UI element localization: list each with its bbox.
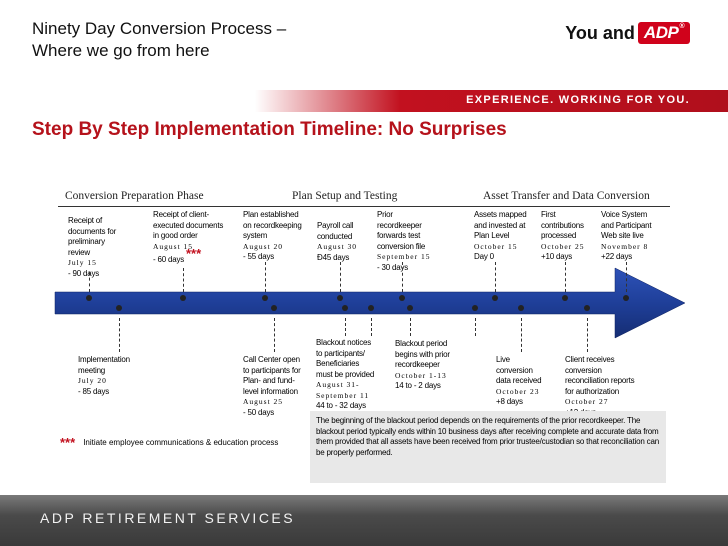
brand-text: You and	[565, 22, 635, 43]
milestone-receipt-documents: Receipt of documents for preliminary review July 15 - 90 days	[68, 216, 148, 279]
timeline-dot	[342, 305, 348, 311]
milestone-call-center-open: Call Center open to participants for Plan- and fund- level information August 25 - 50 days	[243, 355, 315, 418]
connector-line	[265, 262, 266, 292]
communications-footnote	[60, 435, 278, 450]
milestone-date: July 15	[68, 258, 97, 267]
milestone-plan-established: Plan established on recordkeeping system August 20 - 55 days	[243, 210, 315, 263]
footnote-text: Initiate employee communications & education process	[83, 438, 279, 447]
timeline-dot	[86, 295, 92, 301]
timeline-dot	[623, 295, 629, 301]
adp-logo-text: ADP	[643, 23, 679, 42]
connector-line	[626, 262, 627, 292]
footnote-marker: ***	[60, 435, 76, 450]
milestone-offset: Day 0	[474, 252, 494, 261]
timeline-dot	[407, 305, 413, 311]
milestone-reconciliation-reports: Client receives conversion reconciliation reports for authorization October 27	[565, 355, 655, 418]
connector-line	[89, 272, 90, 292]
milestone-date: October 27	[565, 397, 609, 406]
timeline-dot	[271, 305, 277, 311]
milestone-offset: +10 days	[541, 252, 573, 261]
connector-line	[274, 318, 275, 352]
milestone-offset: +22 days	[601, 252, 633, 261]
milestone-offset: - 90 days	[68, 268, 100, 278]
milestone-date: October 1-13	[395, 370, 447, 380]
milestone-date: November 8	[601, 241, 649, 251]
milestone-date: September 11	[316, 390, 370, 400]
milestone-offset: - 50 days	[243, 407, 275, 417]
timeline-dot	[116, 305, 122, 311]
milestone-date: October 23	[496, 386, 540, 396]
connector-line	[475, 318, 476, 336]
milestone-date: August 31-	[316, 380, 360, 389]
timeline-dot	[368, 305, 374, 311]
timeline-dot	[180, 295, 186, 301]
slide-title-line1: Ninety Day Conversion Process –	[32, 19, 287, 38]
milestone-offset: - 60 days	[153, 255, 185, 264]
connector-line	[565, 262, 566, 292]
milestone-assets-mapped: Assets mapped and invested at Plan Level October 15 Day 0	[474, 210, 538, 263]
milestone-first-contributions: First contributions processed October 25 +10 days	[541, 210, 601, 263]
timeline-dot	[399, 295, 405, 301]
timeline-dot	[562, 295, 568, 301]
milestone-live-conversion-data: Live conversion data received October 23 +8 days	[496, 355, 562, 408]
milestone-date: October 25	[541, 241, 585, 251]
phase-label-conversion-prep: Conversion Preparation Phase	[65, 190, 204, 202]
timeline-dot	[492, 295, 498, 301]
milestone-payroll-call: Payroll call conducted August 30 Ð45 days	[317, 221, 377, 263]
timeline-dot	[518, 305, 524, 311]
milestone-date: October 15	[474, 241, 518, 251]
milestone-offset: +8 days	[496, 397, 523, 406]
connector-line	[495, 262, 496, 292]
milestone-client-executed-docs: Receipt of client- executed documents in good order August 15 - 60 days	[153, 210, 243, 266]
connector-line	[410, 318, 411, 336]
timeline-dot	[337, 295, 343, 301]
milestone-offset: - 55 days	[243, 252, 275, 261]
registered-mark: ®	[679, 23, 684, 30]
milestone-blackout-notices: Blackout notices to participants/ Beneficiaries must be provided August 31- September 11 44 to - 32 days	[316, 338, 388, 412]
communications-marker: ***	[186, 246, 202, 261]
milestone-offset: - 30 days	[377, 262, 409, 272]
connector-line	[345, 318, 346, 336]
milestone-test-conversion-file: Prior recordkeeper forwards test conversion file September 15 - 30 days	[377, 210, 447, 273]
milestone-date: August 30	[317, 242, 358, 251]
tagline: EXPERIENCE. WORKING FOR YOU.	[466, 94, 690, 106]
connector-line	[119, 318, 120, 352]
milestone-blackout-period: Blackout period begins with prior recordkeeper October 1-13 14 to - 2 days	[395, 339, 465, 392]
connector-line	[340, 262, 341, 292]
milestone-offset: Ð45 days	[317, 252, 350, 262]
milestone-date: August 15	[153, 241, 194, 251]
connector-line	[521, 318, 522, 352]
milestone-implementation-meeting: Implementation meeting July 20 - 85 days	[78, 355, 158, 397]
connector-line	[183, 268, 184, 292]
milestone-voice-web-live: Voice System and Participant Web site live November 8 +22 days	[601, 210, 673, 263]
milestone-date: August 25	[243, 397, 284, 406]
milestone-offset: 44 to - 32 days	[316, 401, 366, 410]
timeline-dot	[472, 305, 478, 311]
milestone-offset: 14 to - 2 days	[395, 381, 441, 390]
connector-line	[402, 262, 403, 292]
milestone-date: August 20	[243, 241, 284, 251]
phase-label-plan-setup: Plan Setup and Testing	[292, 190, 398, 202]
timeline-dot	[262, 295, 268, 301]
slide-title-line2: Where we go from here	[32, 41, 210, 60]
milestone-date: September 15	[377, 252, 431, 261]
blackout-note-text: The beginning of the blackout period depends on the requirements of the prior recordkeeper. The blackout period typically ends within 10 business days after receiving complete and accurate data from them provided that all assets have been received from prior trustee/custodian so that reconciliation can be properly performed.	[316, 416, 659, 457]
milestone-date: July 20	[78, 376, 107, 385]
phase-label-asset-transfer: Asset Transfer and Data Conversion	[483, 190, 650, 202]
timeline-dot	[584, 305, 590, 311]
milestone-offset: - 85 days	[78, 386, 110, 396]
footer-brand: ADP RETIREMENT SERVICES	[40, 510, 296, 526]
connector-line	[371, 318, 372, 336]
main-title: Step By Step Implementation Timeline: No Surprises	[32, 119, 507, 140]
connector-line	[587, 318, 588, 352]
